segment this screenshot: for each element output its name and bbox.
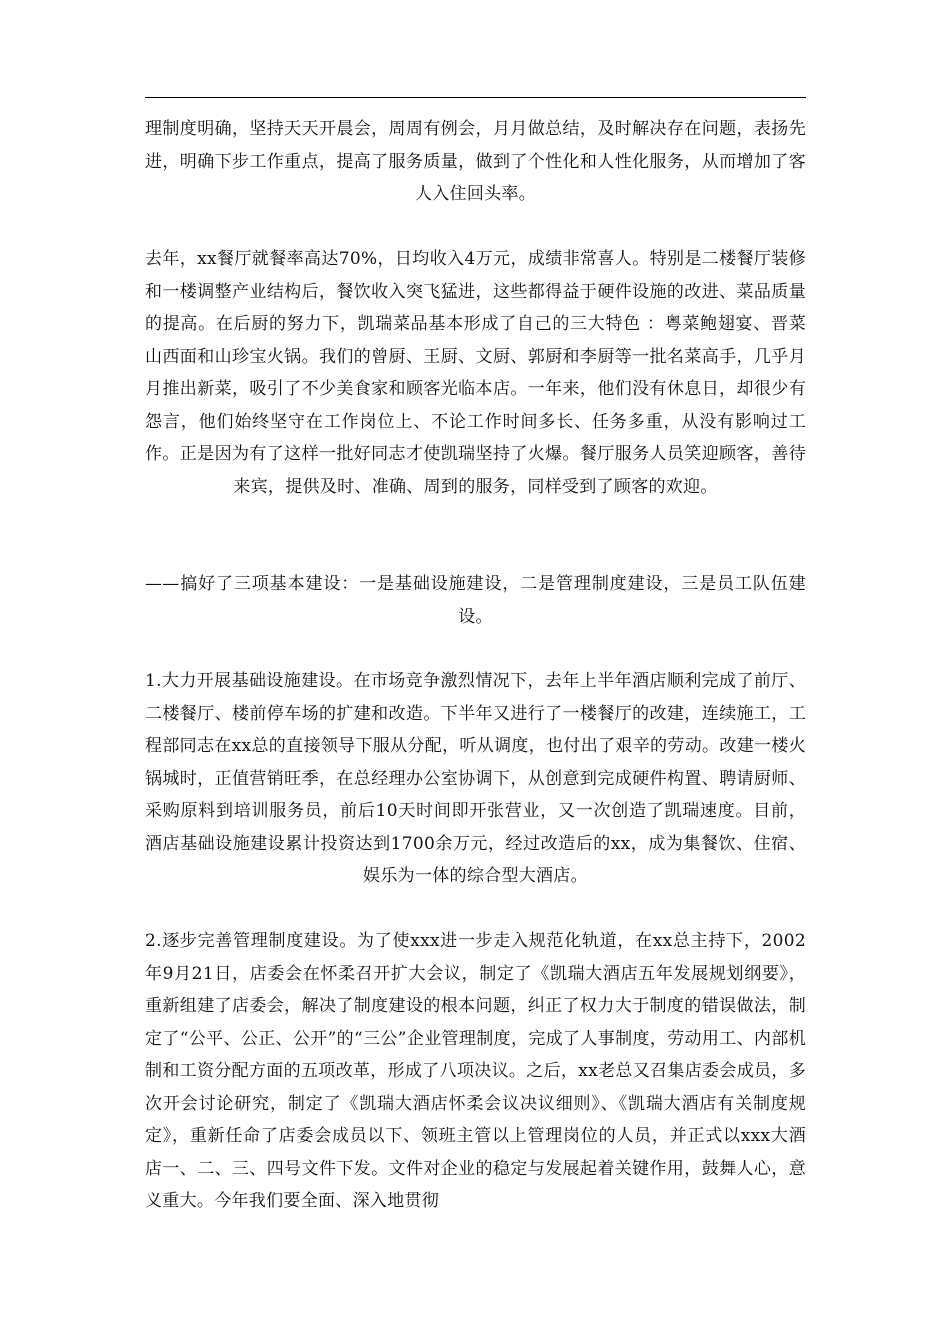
paragraph-management-rules: 2.逐步完善管理制度建设。为了使xxx进一步走入规范化轨道，在xx总主持下，2002年9月21日，店委会在怀柔召开扩大会议，制定了《凯瑞大酒店五年发展规划纲要》，重新组建了店委会，解决了制度建设的根本问题，纠正了权力大于制度的错误做法，制定了“公平、公正、公开”的“三公”企业管理制度，完成了人事制度，劳动用工、内部机制和工资分配方面的五项改革，形成了八项决议。之后，xx老总又召集店委会成员，多次开会讨论研究，制定了《凯瑞大酒店怀柔会议决议细则》、《凯瑞大酒店有关制度规定》，重新任命了店委会成员以下、领班主管以上管理岗位的人员，并正式以xxx大酒店一、二、三、四号文件下发。文件对企业的稳定与发展起着关键作用，鼓舞人心，意义重大。今年我们要全面、深入地贯彻	[145, 931, 806, 1211]
paragraph-restaurant-performance: 去年，xx餐厅就餐率高达70%，日均收入4万元，成绩非常喜人。特别是二楼餐厅装修和一楼调整产业结构后，餐饮收入突飞猛进，这些都得益于硬件设施的改进、菜品质量的提高。在后厨的努力下，凯瑞菜品基本形成了自己的三大特色 ：粤菜鲍翅宴、晋菜山西面和山珍宝火锅。我们的曾厨、王厨、文厨、郭厨和李厨等一批名菜高手，几乎月月推出新菜，吸引了不少美食家和顾客光临本店。一年来，他们没有休息日，却很少有怨言，他们始终坚守在工作岗位上、不论工作时间多长、任务多重，从没有影响过工作。正是因为有了这样一批好同志才使凯瑞坚持了火爆。餐厅服务人员笑迎顾客，善待来宾，提供及时、准确、周到的服务，同样受到了顾客的欢迎。	[145, 249, 806, 497]
paragraph-three-constructions: ——搞好了三项基本建设：一是基础设施建设，二是管理制度建设，三是员工队伍建设。	[145, 574, 806, 627]
paragraph-management-system: 理制度明确，坚持天天开晨会，周周有例会，月月做总结，及时解决存在问题，表扬先进，明确下步工作重点，提高了服务质量，做到了个性化和人性化服务，从而增加了客人入住回头率。	[145, 119, 806, 204]
header-rule	[145, 97, 806, 98]
paragraph-infrastructure: 1.大力开展基础设施建设。在市场竞争激烈情况下，去年上半年酒店顺利完成了前厅、二楼餐厅、楼前停车场的扩建和改造。下半年又进行了一楼餐厅的改建，连续施工，工程部同志在xx总的直接领导下服从分配，听从调度，也付出了艰辛的劳动。改建一楼火锅城时，正值营销旺季，在总经理办公室协调下，从创意到完成硬件构置、聘请厨师、采购原料到培训服务员，前后10天时间即开张营业，又一次创造了凯瑞速度。目前，酒店基础设施建设累计投资达到1700余万元，经过改造后的xx，成为集餐饮、住宿、娱乐为一体的综合型大酒店。	[145, 671, 806, 886]
